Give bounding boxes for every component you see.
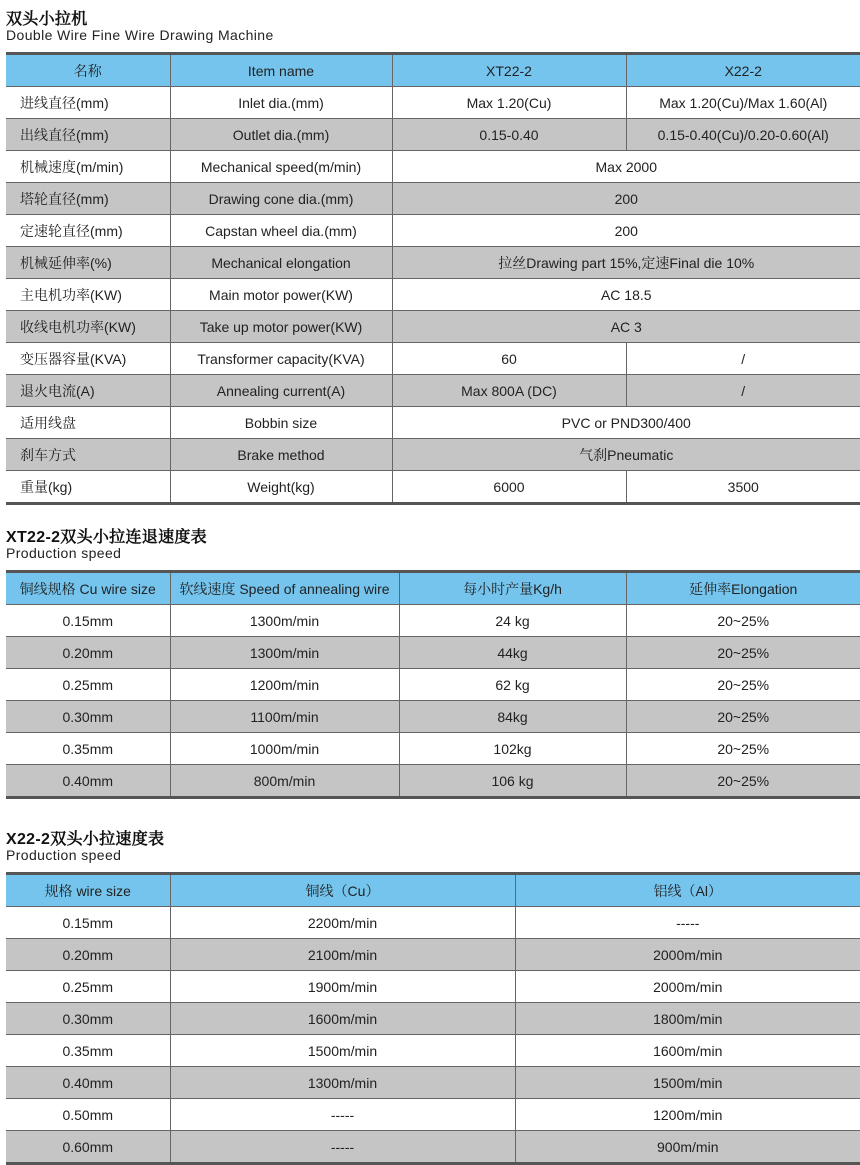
spec-shared-value: PVC or PND300/400 [392, 407, 860, 439]
spec-en-label: Take up motor power(KW) [170, 311, 392, 343]
table-row [6, 605, 860, 637]
spec-cn-label: 机械速度(m/min) [6, 151, 170, 183]
spec-row [6, 247, 860, 279]
aluminum-speed-cell: 1200m/min [515, 1099, 860, 1131]
table-row [6, 637, 860, 669]
wire-size-cell: 0.25mm [6, 971, 170, 1003]
spec-en-label: Annealing current(A) [170, 375, 392, 407]
spec-row [6, 151, 860, 183]
annealing-speed-cell: 800m/min [170, 765, 399, 798]
spec-en-label: Transformer capacity(KVA) [170, 343, 392, 375]
output-cell: 106 kg [399, 765, 626, 798]
spec-xt22-value: 6000 [392, 471, 626, 504]
copper-speed-cell: 1900m/min [170, 971, 515, 1003]
spec-shared-value: Max 2000 [392, 151, 860, 183]
header-elongation: 延伸率Elongation [626, 572, 860, 605]
table-row [6, 1131, 860, 1164]
wire-size-cell: 0.30mm [6, 701, 170, 733]
spec-en-label: Main motor power(KW) [170, 279, 392, 311]
spec-table [6, 52, 860, 505]
spec-shared-value: 200 [392, 183, 860, 215]
header-cu-wire-size: 铜线规格 Cu wire size [6, 572, 170, 605]
annealing-speed-cell: 1100m/min [170, 701, 399, 733]
x-speed-table [6, 872, 860, 1165]
output-cell: 24 kg [399, 605, 626, 637]
spec-cn-label: 变压器容量(KVA) [6, 343, 170, 375]
wire-size-cell: 0.40mm [6, 765, 170, 798]
aluminum-speed-cell: ----- [515, 907, 860, 939]
x-speed-subtitle: Production speed [6, 847, 122, 863]
header-copper: 铜线（Cu） [170, 874, 515, 907]
wire-size-cell: 0.20mm [6, 637, 170, 669]
elongation-cell: 20~25% [626, 669, 860, 701]
wire-size-cell: 0.50mm [6, 1099, 170, 1131]
wire-size-cell: 0.20mm [6, 939, 170, 971]
output-cell: 102kg [399, 733, 626, 765]
spec-en-label: Bobbin size [170, 407, 392, 439]
xt-speed-subtitle: Production speed [6, 545, 122, 561]
spec-en-label: Outlet dia.(mm) [170, 119, 392, 151]
table-row [6, 1003, 860, 1035]
header-cn-name: 名称 [6, 54, 170, 87]
spec-row [6, 183, 860, 215]
aluminum-speed-cell: 2000m/min [515, 939, 860, 971]
spec-row [6, 311, 860, 343]
aluminum-speed-cell: 900m/min [515, 1131, 860, 1164]
spec-xt22-value: 0.15-0.40 [392, 119, 626, 151]
output-cell: 84kg [399, 701, 626, 733]
header-x22-2: X22-2 [626, 54, 860, 87]
table-row [6, 765, 860, 798]
aluminum-speed-cell: 1600m/min [515, 1035, 860, 1067]
spec-en-label: Mechanical elongation [170, 247, 392, 279]
spec-row [6, 343, 860, 375]
header-item-name: Item name [170, 54, 392, 87]
spec-row [6, 439, 860, 471]
spec-x22-value: / [626, 343, 860, 375]
copper-speed-cell: ----- [170, 1131, 515, 1164]
spec-x22-value: 0.15-0.40(Cu)/0.20-0.60(Al) [626, 119, 860, 151]
annealing-speed-cell: 1200m/min [170, 669, 399, 701]
spec-cn-label: 出线直径(mm) [6, 119, 170, 151]
copper-speed-cell: 2200m/min [170, 907, 515, 939]
spec-cn-label: 塔轮直径(mm) [6, 183, 170, 215]
table-row [6, 1099, 860, 1131]
annealing-speed-cell: 1300m/min [170, 605, 399, 637]
header-aluminum: 铝线（Al） [515, 874, 860, 907]
spec-cn-label: 主电机功率(KW) [6, 279, 170, 311]
copper-speed-cell: 1500m/min [170, 1035, 515, 1067]
spec-cn-label: 刹车方式 [6, 439, 170, 471]
table-row [6, 939, 860, 971]
wire-size-cell: 0.60mm [6, 1131, 170, 1164]
spec-en-label: Brake method [170, 439, 392, 471]
spec-en-label: Drawing cone dia.(mm) [170, 183, 392, 215]
annealing-speed-cell: 1300m/min [170, 637, 399, 669]
header-wire-size: 规格 wire size [6, 874, 170, 907]
output-cell: 44kg [399, 637, 626, 669]
spec-cn-label: 重量(kg) [6, 471, 170, 504]
spec-x22-value: / [626, 375, 860, 407]
xt-header-row [6, 572, 860, 605]
spec-row [6, 375, 860, 407]
spec-cn-label: 退火电流(A) [6, 375, 170, 407]
table-row [6, 1035, 860, 1067]
xt-speed-table [6, 570, 860, 799]
elongation-cell: 20~25% [626, 605, 860, 637]
spec-cn-label: 收线电机功率(KW) [6, 311, 170, 343]
table-row [6, 971, 860, 1003]
spec-cn-label: 适用线盘 [6, 407, 170, 439]
elongation-cell: 20~25% [626, 701, 860, 733]
spec-cn-label: 定速轮直径(mm) [6, 215, 170, 247]
spec-en-label: Mechanical speed(m/min) [170, 151, 392, 183]
copper-speed-cell: ----- [170, 1099, 515, 1131]
spec-row [6, 407, 860, 439]
spec-xt22-value: Max 800A (DC) [392, 375, 626, 407]
spec-cn-label: 进线直径(mm) [6, 87, 170, 119]
spec-shared-value: 气刹Pneumatic [392, 439, 860, 471]
spec-x22-value: Max 1.20(Cu)/Max 1.60(Al) [626, 87, 860, 119]
copper-speed-cell: 2100m/min [170, 939, 515, 971]
elongation-cell: 20~25% [626, 765, 860, 798]
spec-row [6, 119, 860, 151]
aluminum-speed-cell: 1800m/min [515, 1003, 860, 1035]
wire-size-cell: 0.15mm [6, 907, 170, 939]
spec-subtitle: Double Wire Fine Wire Drawing Machine [6, 27, 274, 43]
spec-row [6, 215, 860, 247]
wire-size-cell: 0.35mm [6, 1035, 170, 1067]
spec-en-label: Capstan wheel dia.(mm) [170, 215, 392, 247]
spec-header-row [6, 54, 860, 87]
header-output-per-hour: 每小时产量Kg/h [399, 572, 626, 605]
copper-speed-cell: 1600m/min [170, 1003, 515, 1035]
aluminum-speed-cell: 2000m/min [515, 971, 860, 1003]
table-row [6, 907, 860, 939]
table-row [6, 701, 860, 733]
spec-xt22-value: 60 [392, 343, 626, 375]
spec-xt22-value: Max 1.20(Cu) [392, 87, 626, 119]
header-annealing-speed: 软线速度 Speed of annealing wire [170, 572, 399, 605]
output-cell: 62 kg [399, 669, 626, 701]
elongation-cell: 20~25% [626, 733, 860, 765]
wire-size-cell: 0.30mm [6, 1003, 170, 1035]
copper-speed-cell: 1300m/min [170, 1067, 515, 1099]
elongation-cell: 20~25% [626, 637, 860, 669]
wire-size-cell: 0.15mm [6, 605, 170, 637]
table-row [6, 669, 860, 701]
spec-x22-value: 3500 [626, 471, 860, 504]
spec-en-label: Weight(kg) [170, 471, 392, 504]
wire-size-cell: 0.40mm [6, 1067, 170, 1099]
header-xt22-2: XT22-2 [392, 54, 626, 87]
x-speed-title: X22-2双头小拉速度表 [6, 831, 165, 848]
spec-shared-value: 200 [392, 215, 860, 247]
wire-size-cell: 0.35mm [6, 733, 170, 765]
table-row [6, 1067, 860, 1099]
spec-shared-value: 拉丝Drawing part 15%,定速Final die 10% [392, 247, 860, 279]
spec-row [6, 87, 860, 119]
spec-shared-value: AC 3 [392, 311, 860, 343]
spec-cn-label: 机械延伸率(%) [6, 247, 170, 279]
spec-row [6, 471, 860, 504]
spec-row [6, 279, 860, 311]
wire-size-cell: 0.25mm [6, 669, 170, 701]
spec-shared-value: AC 18.5 [392, 279, 860, 311]
annealing-speed-cell: 1000m/min [170, 733, 399, 765]
table-row [6, 733, 860, 765]
spec-title: 双头小拉机 [6, 11, 88, 28]
spec-en-label: Inlet dia.(mm) [170, 87, 392, 119]
aluminum-speed-cell: 1500m/min [515, 1067, 860, 1099]
xt-speed-title: XT22-2双头小拉连退速度表 [6, 529, 207, 546]
x-header-row [6, 874, 860, 907]
